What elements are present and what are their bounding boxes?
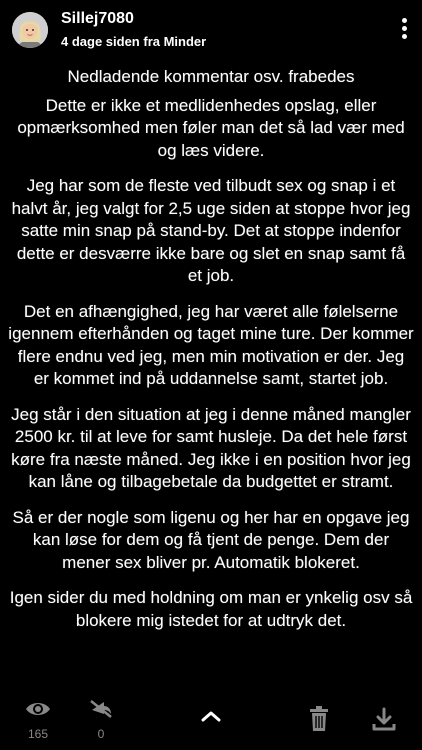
post-paragraph: Dette er ikke et medlidenhedes opslag, eller opmærksomhed men føler man det så lad vær med og læs videre.	[17, 95, 405, 160]
download-button[interactable]	[370, 706, 398, 737]
post-paragraph: Det en afhængighed, jeg har været alle følelserne igennem efterhånden og taget mine ture. Der kommer flere endnu ved jeg, men min motivation er der. Jeg er kommet ind på uddannelse samt, startet job.	[8, 301, 414, 388]
story-text	[8, 66, 414, 645]
chevron-up-icon	[199, 708, 223, 724]
bottom-toolbar	[0, 698, 422, 750]
more-options-icon[interactable]	[400, 18, 408, 44]
delete-button[interactable]	[306, 706, 332, 737]
eye-icon	[24, 698, 52, 720]
swipe-up-button[interactable]	[196, 708, 226, 729]
username[interactable]: Sillej7080	[61, 10, 134, 27]
story-timestamp: 4 dage siden fra Minder	[61, 34, 207, 49]
download-icon	[371, 706, 397, 732]
story-header	[0, 0, 422, 62]
post-paragraph: Så er der nogle som ligenu og her har en opgave jeg kan løse for dem og få tjent de penge. Dem der mener sex bliver pr. Automatik blokeret.	[12, 507, 410, 572]
post-paragraph: Jeg står i den situation at jeg i denne måned mangler 2500 kr. til at leve for samt husleje. Da det hele først køre fra næste måned. Jeg ikke i en position hvor jeg kan låne og tilbagebetale da budgettet er stramt.	[11, 404, 411, 491]
views-button[interactable]	[20, 698, 56, 741]
post-paragraph: Nedladende kommentar osv. frabedes	[67, 67, 355, 86]
trash-icon	[308, 706, 330, 732]
shares-button[interactable]	[86, 698, 116, 741]
post-paragraph: Igen sider du med holdning om man er ynkelig osv så blokere mig istedet for at udtryk det.	[9, 588, 413, 630]
avatar[interactable]	[12, 12, 48, 48]
views-count: 165	[27, 727, 49, 741]
bitmoji-avatar-icon	[12, 12, 48, 48]
shares-count: 0	[97, 727, 105, 741]
post-paragraph: Jeg har som de fleste ved tilbudt sex og snap i et halvt år, jeg valgt for 2,5 uge siden at stoppe hvor jeg satte min snap på stand-by. Det at stoppe indenfor dette er desværre ikke bare og slet en snap samt få et job.	[11, 176, 411, 285]
share-muted-icon	[88, 698, 114, 720]
